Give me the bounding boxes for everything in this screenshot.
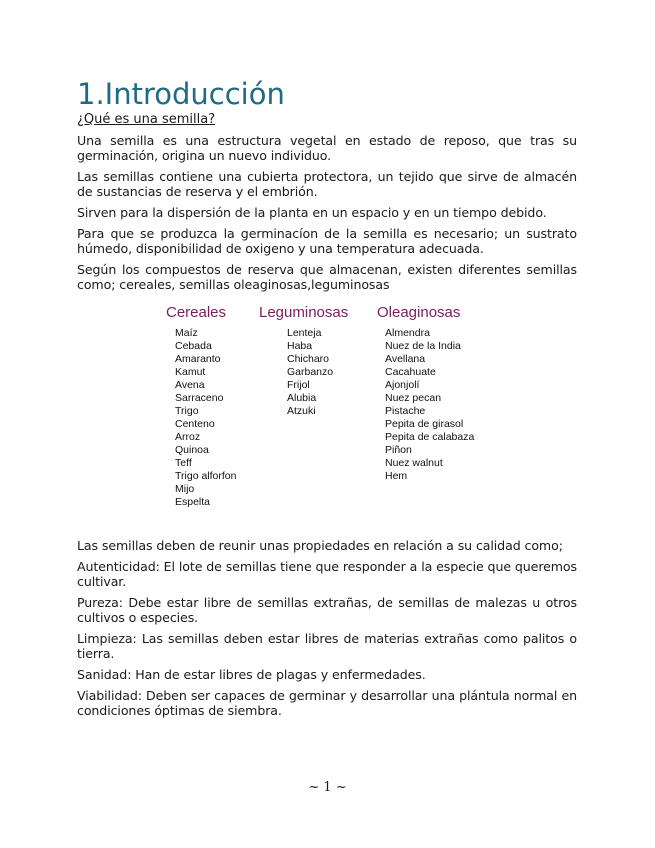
cereales-title: Cereales (166, 304, 227, 321)
oleaginosas-title: Oleaginosas (377, 304, 461, 321)
list-item: Pepita de calabaza (385, 431, 475, 443)
list-item: Garbanzo (287, 366, 334, 378)
paragraph-quality-intro: Las semillas deben de reunir unas propiedades en relación a su calidad como; (77, 538, 563, 553)
list-item: Mijo (175, 483, 195, 495)
list-item: Nuez walnut (385, 457, 443, 469)
list-item: Quinoa (175, 444, 209, 456)
page-title: 1.Introducción (77, 77, 285, 111)
leguminosas-title: Leguminosas (259, 304, 349, 321)
list-item: Frijol (287, 379, 310, 391)
paragraph-purity: Pureza: Debe estar libre de semillas extrañas, de semillas de malezas u otros cultivos o especies. (77, 595, 577, 625)
leguminosas-list (259, 327, 348, 418)
paragraph-definition: Una semilla es una estructura vegetal en estado de reposo, que tras su germinación, origina un nuevo individuo. (77, 133, 577, 163)
seed-types-figure (77, 304, 577, 530)
list-item: Trigo alforfon (175, 470, 237, 482)
paragraph-viability: Viabilidad: Deben ser capaces de germinar y desarrollar una plántula normal en condiciones óptimas de siembra. (77, 688, 577, 718)
list-item: Nuez pecan (385, 392, 442, 404)
leguminosas-column (259, 304, 348, 418)
list-item: Avellana (385, 353, 426, 365)
document-page (77, 76, 577, 724)
list-item: Cebada (175, 340, 212, 352)
paragraph-dispersion: Sirven para la dispersión de la planta en un espacio y en un tiempo debido. (77, 205, 547, 220)
list-item: Lenteja (287, 327, 322, 339)
list-item: Trigo (175, 405, 199, 417)
list-item: Avena (175, 379, 205, 391)
paragraph-health: Sanidad: Han de estar libres de plagas y enfermedades. (77, 667, 426, 682)
list-item: Centeno (175, 418, 215, 430)
list-item: Espelta (175, 496, 211, 508)
list-item: Pistache (385, 405, 426, 417)
list-item: Maíz (175, 327, 198, 339)
list-item: Chicharo (287, 353, 330, 365)
list-item: Pepita de girasol (385, 418, 464, 430)
paragraph-germination: Para que se produzca la germinacíon de la semilla es necesario; un sustrato húmedo, disponibilidad de oxigeno y una temperatura adecuada. (77, 226, 577, 256)
list-item: Sarraceno (175, 392, 224, 404)
oleaginosas-list (377, 327, 474, 483)
list-item: Almendra (385, 327, 430, 339)
paragraph-authenticity: Autenticidad: El lote de semillas tiene que responder a la especie que queremos cultivar. (77, 559, 577, 589)
list-item: Hem (385, 470, 408, 482)
list-item: Ajonjolí (385, 379, 420, 391)
list-item: Piñon (385, 444, 412, 456)
oleaginosas-column (377, 304, 474, 483)
list-item: Cacahuate (385, 366, 436, 378)
paragraph-cleanliness: Limpieza: Las semillas deben estar libres de materias extrañas como palitos o tierra. (77, 631, 577, 661)
list-item: Haba (287, 340, 313, 352)
cereales-column (166, 304, 236, 509)
paragraph-structure: Las semillas contiene una cubierta protectora, un tejido que sirve de almacén de sustancias de reserva y el embrión. (77, 169, 577, 199)
list-item: Atzuki (287, 405, 316, 417)
list-item: Teff (175, 457, 192, 469)
list-item: Arroz (175, 431, 201, 443)
list-item: Amaranto (175, 353, 221, 365)
list-item: Nuez de la India (385, 340, 461, 352)
page-number: ~ 1 ~ (308, 780, 347, 795)
list-item: Kamut (175, 366, 206, 378)
cereales-list (166, 327, 236, 509)
list-item: Alubia (287, 392, 317, 404)
paragraph-types: Según los compuestos de reserva que almacenan, existen diferentes semillas como; cereales, semillas oleaginosas,leguminosas (77, 262, 577, 292)
section-subtitle: ¿Qué es una semilla? (77, 112, 216, 127)
